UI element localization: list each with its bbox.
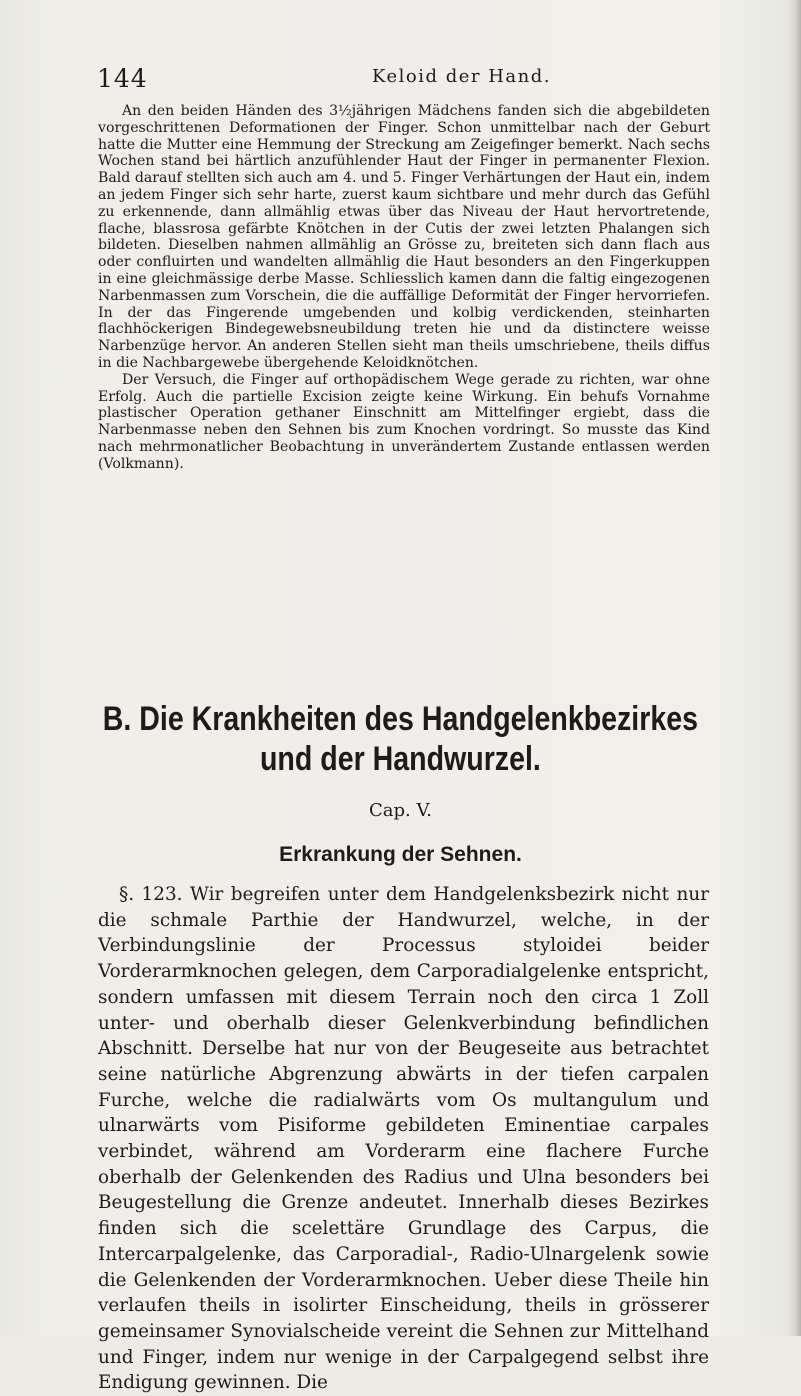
paragraph: An den beiden Händen des 3½jährigen Mädchens fanden sich die abgebildeten vorgeschrittenen Deformationen der Finger. Schon unmittelbar nach der Geburt hatte die Mutter eine Hemmung der Streckung am Zeigefinger bemerkt. Nach sechs Wochen stand bei härtlich anzufühlender Haut der Finger in permanenter Flexion. Bald darauf stellten sich auch am 4. und 5. Finger Verhärtungen der Haut ein, indem an jedem Finger sich sehr harte, zuerst kaum sichtbare und mehr durch das Gefühl zu erkennende, dann allmählig etwas über das Niveau der Haut hervortretende, flache, blassrosa gefärbte Knötchen in der Cutis der zwei letzten Phalangen sich bildeten. Dieselben nahmen allmählig an Grösse zu, breiteten sich dann flach aus oder confluirten und wandelten allmählig die Haut besonders an den Fingerkuppen in eine gleichmässige derbe Masse. Schliesslich kamen dann die faltig eingezogenen Narbenmassen zum Vorschein, die die auffällige Deformität der Finger hervorriefen. In der das Fingerende umgebenden und kolbig verdickenden, steinharten flachhöckerigen Bindegewebsneubildung treten hie und da distinctere weisse Narbenzüge hervor. An anderen Stellen sieht man theils umschriebene, theils diffus in die Nachbargewebe übergehende Keloidknötchen.: [98, 103, 710, 371]
section-heading: B. Die Krankheiten des Handgelenkbezirkes: [102, 700, 699, 738]
intro-text: [98, 103, 710, 473]
paragraph: §. 123. Wir begreifen unter dem Handgelenksbezirk nicht nur die schmale Parthie der Handwurzel, welche, in der Verbindungslinie der Processus styloidei beider Vorderarmknochen gelegen, dem Carporadialgelenke entspricht, sondern umfassen mit diesem Terrain noch den circa 1 Zoll unter- und oberhalb dieser Gelenkverbindung befindlichen Abschnitt. Derselbe hat nur von der Beugeseite aus betrachtet seine natürliche Abgrenzung abwärts in der tiefen carpalen Furche, welche die radialwärts vom Os multangulum und ulnarwärts vom Pisiforme gebildeten Eminentiae carpales verbindet, während am Vorderarm eine flachere Furche oberhalb der Gelenkenden des Radius und Ulna besonders bei Beugestellung die Grenze andeutet. Innerhalb dieses Bezirkes finden sich die scelettäre Grundlage des Carpus, die Intercarpalgelenke, das Carporadial-, Radio-Ulnargelenk sowie die Gelenkenden der Vorderarmknochen. Ueber diese Theile hin verlaufen theils in isolirter Einscheidung, theils in grösserer gemeinsamer Synovialscheide vereint die Sehnen zur Mittelhand und Finger, indem nur wenige in der Carpalgegend selbst ihre Endigung gewinnen. Die: [98, 884, 709, 1394]
chapter-title: Erkrankung der Sehnen.: [279, 843, 522, 866]
chapter-number: Cap. V.: [368, 800, 433, 821]
paragraph: Der Versuch, die Finger auf orthopädischem Wege gerade zu richten, war ohne Erfolg. Auch die partielle Excision zeigte keine Wirkung. Ein behufs Vornahme plastischer Operation gethaner Einschnitt am Mittelfinger ergiebt, dass die Narbenmasse neben den Sehnen bis zum Knochen vordringt. So musste das Kind nach mehrmonatlicher Beobachtung in unverändertem Zustande entlassen werden (Volkmann).: [98, 371, 710, 472]
running-title: Keloid der Hand.: [372, 66, 551, 87]
body-text: [98, 882, 709, 1396]
page-number: 144: [97, 64, 148, 93]
section-heading-continued: und der Handwurzel.: [259, 740, 541, 778]
page-edge-shadow: [787, 0, 801, 1336]
